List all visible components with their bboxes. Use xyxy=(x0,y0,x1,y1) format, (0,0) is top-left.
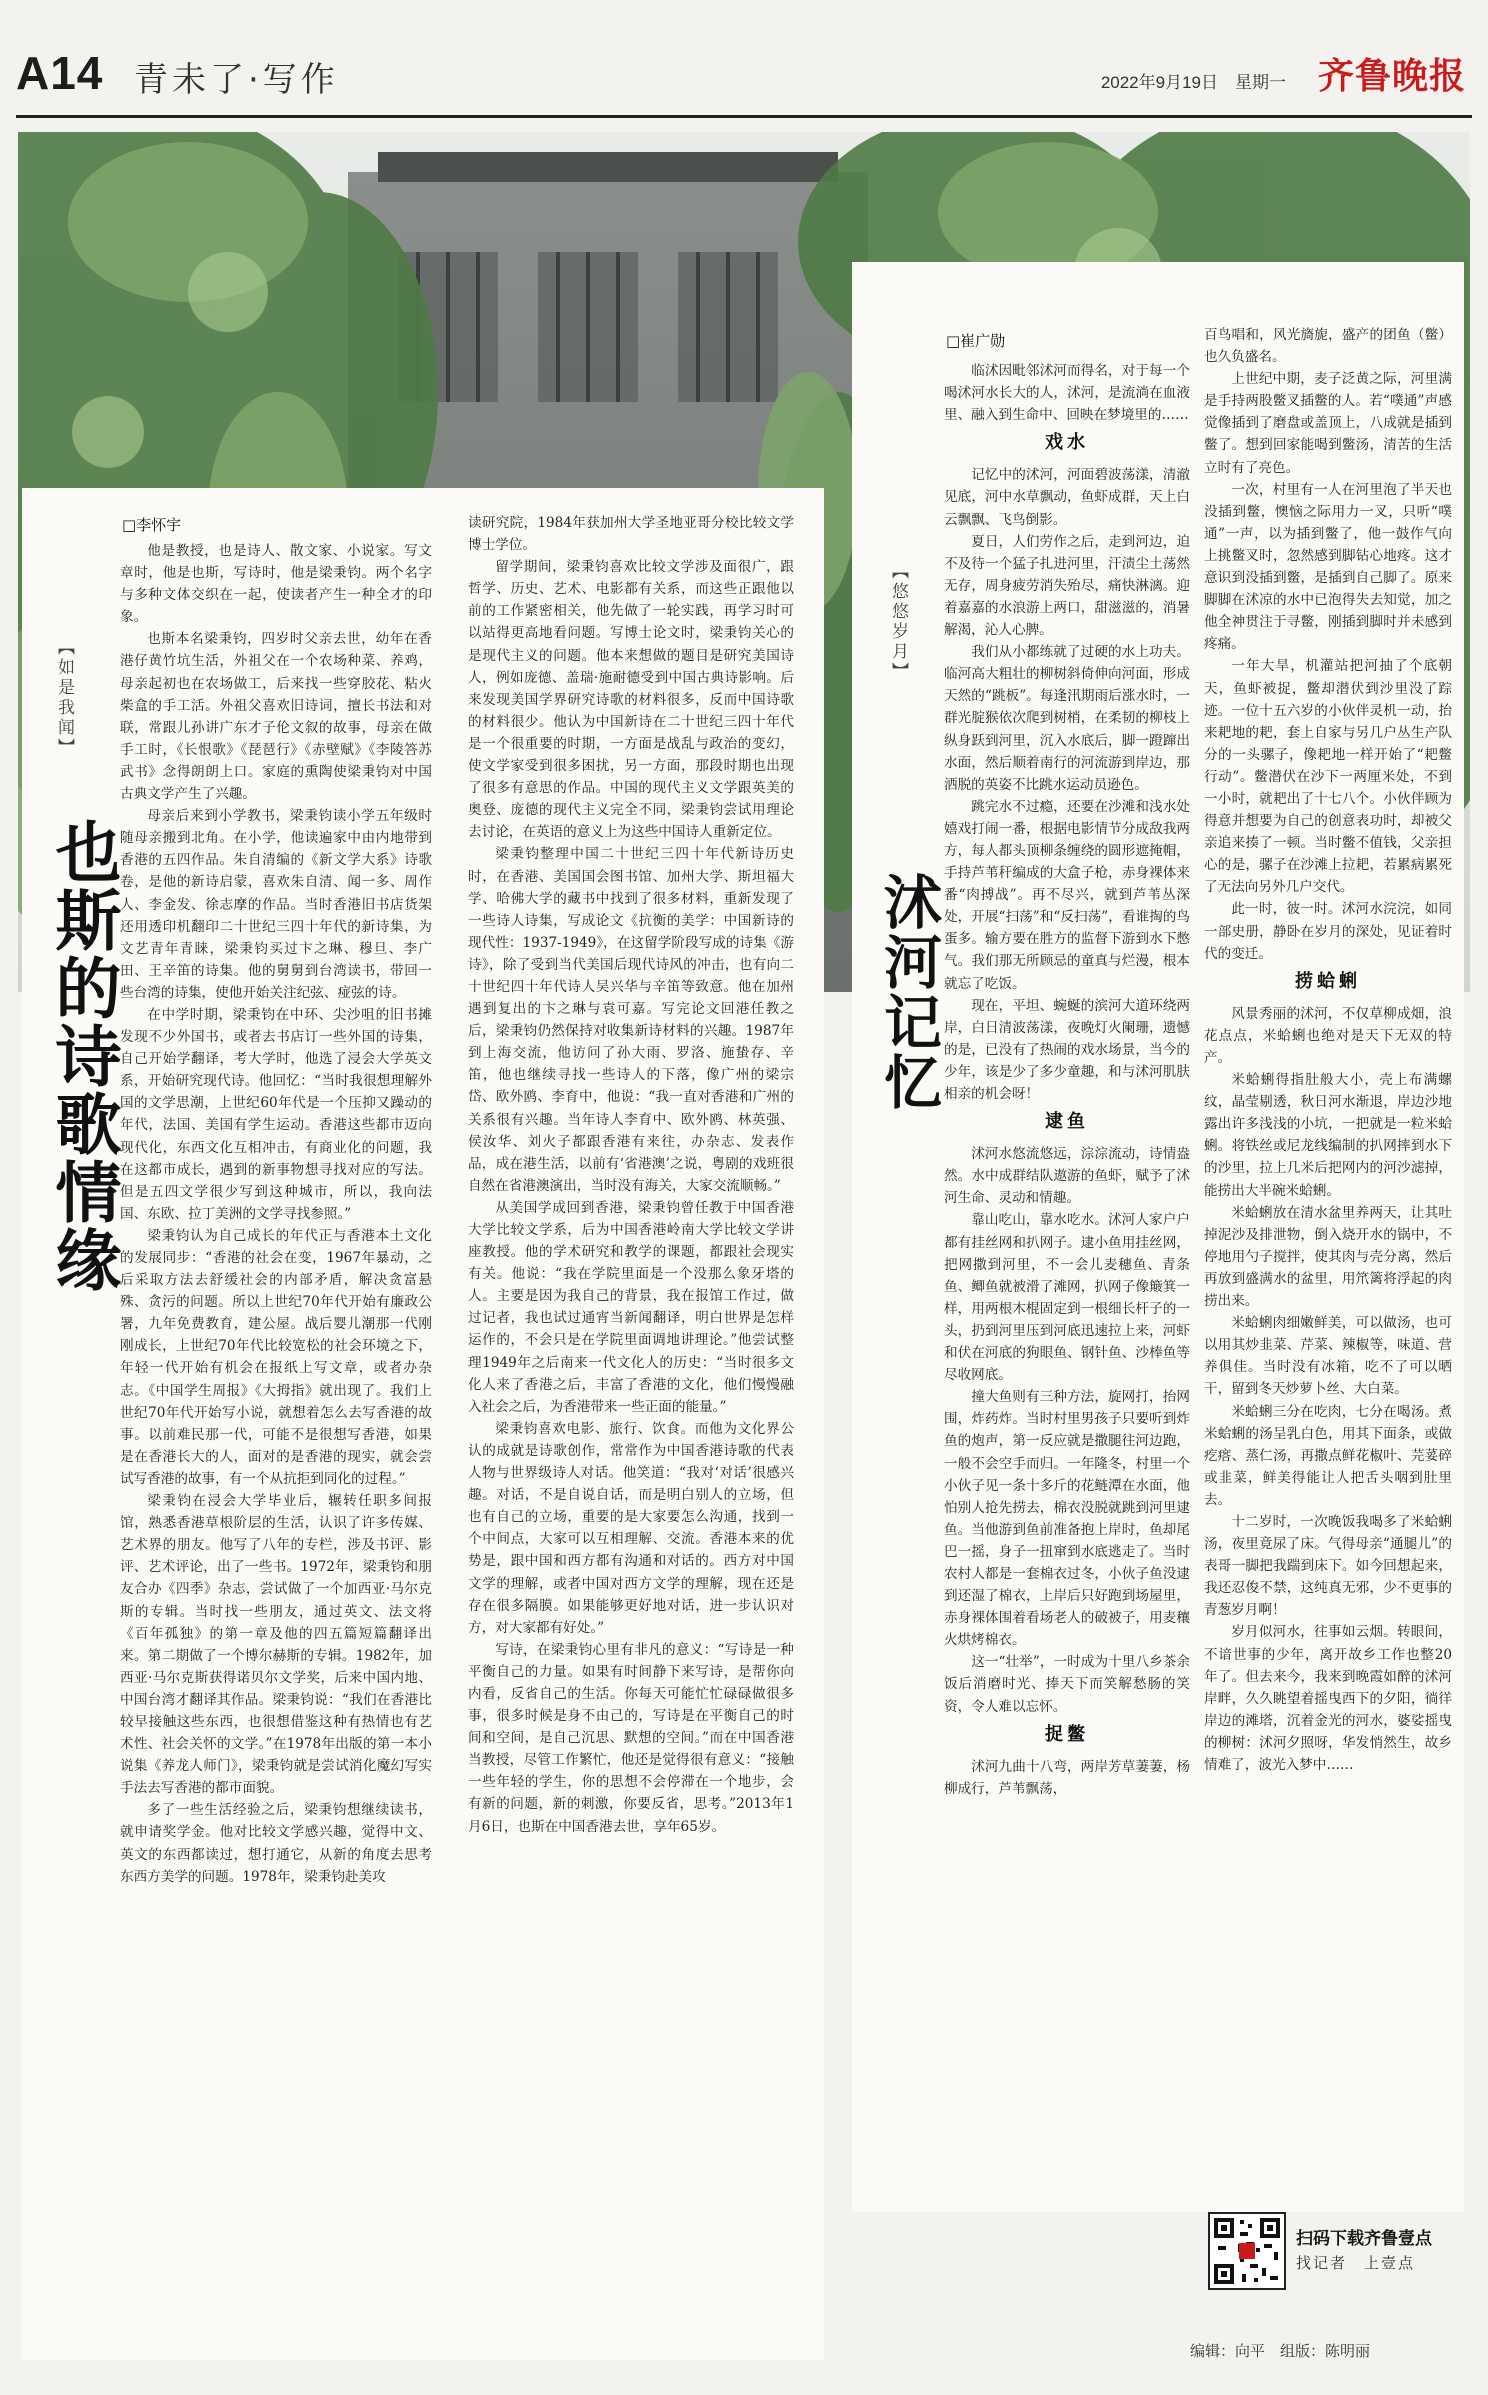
paragraph: 沭河九曲十八弯，两岸芳草萋萋，杨柳成行，芦苇飘荡， xyxy=(944,1758,1190,1797)
article-right xyxy=(852,262,1464,2212)
paragraph: 多了一些生活经验之后，梁秉钧想继续读书，就申请奖学金。他对比较文学感兴趣，觉得中文、英文的东西都读过，想打通它，从新的角度去思考东西方美学的问题。1978年，梁秉钧赴美攻 xyxy=(120,1802,432,1885)
section-subheading: 逮鱼 xyxy=(1045,1111,1089,1133)
article-column-2 xyxy=(468,512,794,2340)
paragraph: 靠山吃山，靠水吃水。沭河人家户户都有挂丝网和扒网子。逮小鱼用挂丝网，把网撒到河里，不一会儿麦穗鱼、青条鱼、鲫鱼就被滑了滩网，扒网子像簸箕一样，用两根木棍固定到一根细长杆子的一头，扔到河里压到河底迅速拉上来，河虾和伏在河底的狗眼鱼、钢针鱼、沙棒鱼等尽收网底。 xyxy=(944,1212,1190,1384)
issue-date: 2022年9月19日 星期一 xyxy=(1100,73,1286,92)
paragraph: 米蛤蜊放在清水盆里养两天，让其吐掉泥沙及排泄物，倒入烧开水的锅中，不停地用勺子搅拌，使其肉与壳分离，然后再放到盛满水的盆里，用笊篱将浮起的肉捞出来。 xyxy=(1204,1204,1452,1310)
paragraph: 夏日，人们劳作之后，走到河边，迫不及待一个猛子扎进河里，汗渍尘土荡然无存，周身疲劳消失殆尽，痛快淋漓。迎着嘉嘉的水浪游上两口，甜滋滋的，消暑解渴，沁人心脾。 xyxy=(944,533,1190,639)
paragraph: 母亲后来到小学教书，梁秉钧读小学五年级时随母亲搬到北角。在小学，他读遍家中由内地带到香港的五四作品。朱自清编的《新文学大系》诗歌卷，是他的新诗启蒙，喜欢朱自清、闻一多、周作人、李金发、徐志摩的作品。当时香港旧书店货架还用透印机翻印二十世纪三四十年代的新诗集，为文艺青年青睐，梁秉钧买过卞之琳、穆旦、李广田、王辛笛的诗集。他的舅舅到台湾读书，带回一些台湾的诗集，使他开始关注纪弦、痖弦的诗。 xyxy=(120,808,432,1001)
paragraph: 在中学时期，梁秉钧在中环、尖沙咀的旧书摊发现不少外国书，或者去书店订一些外国的诗集，自己开始学翻译，考大学时，他选了浸会大学英文系，开始研究现代诗。他回忆：“当时我很想理解外国的文学思潮，上世纪60年代是一个压抑又躁动的年代，法国、美国有学生运动。香港这些都市迈向现代化，东西文化互相冲击，有商业化的问题，我在这都市成长，遇到的新事物想寻找对应的写法。但是五四文学很少写到这种城市，所以，我向法国、东欧、拉丁美洲的文学寻找参照。” xyxy=(120,1006,432,1222)
qr-code-icon xyxy=(1210,2214,1284,2288)
page-number: A14 xyxy=(16,47,104,99)
paragraph: 上世纪中期，麦子泛黄之际，河里满是手持两股鳖叉插鳖的人。若“噗通”声感觉像插到了磨盘或盖顶上，八成就是插到鳖了。想到回家能喝到鳖汤，清苦的生活立时有了亮色。 xyxy=(1204,371,1452,476)
paragraph: 米蛤蜊三分在吃肉，七分在喝汤。煮米蛤蜊的汤呈乳白色，用其下面条，或做疙瘩、蒸仁汤，再撒点鲜花椒叶、芫荽碎或韭菜，鲜美得能让人把舌头咽到肚里去。 xyxy=(1204,1403,1452,1508)
column-label: 【如是我闻】 xyxy=(54,638,74,758)
section-subheading: 捉鳖 xyxy=(1045,1723,1089,1745)
paragraph: 写诗，在梁秉钧心里有非凡的意义：“写诗是一种平衡自己的力量。如果有时间静下来写诗，是帮你向内看，反省自己的生活。你每天可能忙忙碌碌做很多事，很多时候是身不由己的，写诗是在平衡自己的时间和空间，是自己沉思、默想的空间。”而在中国香港当教授，尽管工作繁忙，他还是觉得很有意义：“接触一些年轻的学生，你的思想不会停滞在一个地步，会有新的问题，新的刺激，你要反省，思考。”2013年1月6日，也斯在中国香港去世，享年65岁。 xyxy=(468,1641,794,1835)
paragraph: 也斯本名梁秉钧，四岁时父亲去世，幼年在香港仔黄竹坑生活，外祖父在一个农场种菜、养鸡，母亲起初也在农场做工，后来找一些穿胶花、粘火柴盒的手工活。外祖父喜欢旧诗词，擅长书法和对联，常跟儿孙讲广东才子伦文叙的故事，母亲在做手工时，《长恨歌》《琵琶行》《赤壁赋》《李陵答苏武书》念得朗朗上口。家庭的熏陶使梁秉钧对中国古典文学产生了兴趣。 xyxy=(120,631,432,803)
section-subheading: 捞蛤蜊 xyxy=(1295,970,1361,992)
paragraph: 现在，平坦、蜿蜒的滨河大道环绕两岸，白日清波荡漾，夜晚灯火阑珊，遗憾的是，已没有了热闹的戏水场景，当今的少年，该是少了多少童趣，和与沭河肌肤相亲的机会呀！ xyxy=(944,997,1190,1102)
paragraph: 风景秀丽的沭河，不仅草柳成畑，浪花点点，米蛤蜊也绝对是天下无双的特产。 xyxy=(1204,1005,1452,1066)
paragraph: 留学期间，梁秉钧喜欢比较文学涉及面很广，跟哲学、历史、艺术、电影都有关系，而这些正跟他以前的工作紧密相关，他先做了一轮实践，再学习时可以站得更高地看问题。写博士论文时，梁秉钧关心的是现代主义的问题。他本来想做的题目是研究美国诗人，例如庞德、盖瑞·施耐德受到中国古典诗影响。后来发现美国学界研究诗歌的材料很多，反而中国诗歌的材料很少。他认为中国新诗在二十世纪三四十年代是一个很重要的时期，一方面是战乱与政治的变幻，使文学家受到很多困扰，另一方面，那段时期也出现了很多有意思的作品。中国的现代主义文学跟英美的奥登、庞德的现代主义完全不同，梁秉钧尝试用理论去讨论，在英语的意义上为这些中国诗人重新定位。 xyxy=(468,559,794,841)
section-title: 青未了·写作 xyxy=(134,60,339,100)
paragraph: 梁秉钧认为自己成长的年代正与香港本土文化的发展同步：“香港的社会在变，1967年暴动，之后采取方法去舒缓社会的内部矛盾，解决贪富悬殊、贪污的问题。所以上世纪70年代开始有廉政公署，九年免费教育，建公屋。战后婴儿潮那一代刚刚成长，上世纪70年代比较宽松的社会环境之下，年轻一代开始有机会在报纸上写文章，或者办杂志。《中国学生周报》《大拇指》就出现了。我们上世纪70年代开始写小说，就想着怎么去写香港的故事。以前难民那一代，可能不是很想写香港，如果是在香港长大的人，面对的是香港的现实，就会尝试写香港的故事，有一个从抗拒到同化的过程。” xyxy=(120,1227,432,1487)
paragraph: 十二岁时，一次晚饭我喝多了米蛤蜊汤，夜里竟尿了床。气得母亲“通腿儿”的表哥一脚把我踹到床下。如今回想起来，我还忍俊不禁，这纯真无邪，少不更事的青葱岁月啊！ xyxy=(1204,1513,1452,1619)
author-byline: □李怀宇 xyxy=(122,516,182,534)
paragraph: 梁秉钧喜欢电影、旅行、饮食。而他为文化界公认的成就是诗歌创作，常常作为中国香港诗歌的代表人物与世界级诗人对话。他笑道：“我对‘对话’很感兴趣。对话，不是自说自话，而是明白别人的立场，但也有自己的立场，重要的是大家要怎么沟通，找到一个中间点，大家可以互相理解、交流。香港本来的优势是，跟中国和西方都有沟通和对话的。西方对中国文学的理解，或者中国对西方文学的理解，现在还是存在很多隔膜。如果能够更好地对话，进一步认识对方，对大家都有好处。” xyxy=(468,1420,794,1636)
masthead xyxy=(16,40,1472,118)
newspaper-logo: 齐鲁晚报 xyxy=(1317,55,1466,97)
paragraph: 记忆中的沭河，河面碧波荡漾，清澈见底，河中水草飘动，鱼虾成群，天上白云飘飘、飞鸟倒影。 xyxy=(944,467,1190,528)
paragraph: 此一时，彼一时。沭河水浣浣，如同一部史册，静卧在岁月的深处，见证着时代的变迁。 xyxy=(1204,901,1452,962)
paragraph: 撞大鱼则有三种方法，旋网打，抬网围，炸药炸。当时村里男孩子只要听到炸鱼的炮声，第一反应就是撒腿往河边跑，一般不会空手而归。一年隆冬，村里一个小伙子见一条十多斤的花鲢潭在水面，他怕别人抢先捞去，棉衣没脱就跳到河里逮鱼。当他游到鱼前准备抱上岸时，鱼却尾巴一摇，身子一扭窜到水底逃走了。当时农村人都是一套棉衣过冬，小伙子鱼没逮到还湿了棉衣，上岸后只好跑到场屋里，赤身裸体围着看场老人的破被子，用麦穰火烘烤棉衣。 xyxy=(944,1389,1190,1649)
qr-code[interactable] xyxy=(1208,2212,1286,2290)
article-column-1 xyxy=(120,540,432,2340)
paragraph: 一次，村里有一人在河里泡了半天也没插到鳖，懊恼之际用力一叉，只听“噗通”一声，以为插到鳖了，他一鼓作气向上挑鳖叉时，忽然感到脚钻心地疼。这才意识到没插到鳖，是插到自己脚了。原来脚脚在沭凉的水中已泡得失去知觉，加之他全神贯注于寻鳖，刚插到脚时并未感到疼痛。 xyxy=(1204,481,1452,653)
article-column-1 xyxy=(944,360,1190,2200)
article-left xyxy=(22,488,824,2360)
paragraph: 岁月似河水，往事如云烟。转眼间，不谙世事的少年，离开故乡工作也整20年了。但去来今，我来到晚霞如醉的沭河岸畔，久久眺望着摇曳西下的夕阳，徜徉岸边的滩塔，沉着金光的河水，婆娑摇曳的柳树：沭河夕照呀，华发悄然生，故乡情难了，波光入梦中…… xyxy=(1204,1624,1452,1773)
paragraph: 这一“壮举”，一时成为十里八乡茶余饭后消磨时光、捧天下而笑解愁肠的笑资，令人难以忘怀。 xyxy=(944,1654,1190,1715)
qr-caption: 扫码下载齐鲁壹点 xyxy=(1296,2229,1432,2249)
paragraph: 读研究院，1984年获加州大学圣地亚哥分校比较文学博士学位。 xyxy=(468,515,794,554)
paragraph: 梁秉钧在浸会大学毕业后，辗转任职多间报馆，熟悉香港草根阶层的生活，认识了许多传媒、艺术界的朋友。他写了八年的专栏，涉及书评、影评、艺术评论，出了一些书。1972年，梁秉钧和朋友合办《四季》杂志，尝试做了一个加西亚·马尔克斯的专辑。当时找一些朋友，通过英文、法文将《百年孤独》的第一章及他的四五篇短篇翻译出来。第二期做了一个博尔赫斯的专辑。1982年，加西亚·马尔克斯获得诺贝尔文学奖，后来中国内地、中国台湾才翻译其作品。梁秉钧说：“我们在香港比较早接触这些东西，也很想借鉴这种有热情也有艺术性、社会关怀的文学。”在1978年出版的第一本小说集《养龙人师门》，梁秉钧就是尝试消化魔幻写实手法去写香港的都市面貌。 xyxy=(120,1493,432,1797)
paragraph: 沭河水悠流悠远，淙淙流动，诗情盎然。水中成群结队遨游的鱼虾，赋予了沭河生命、灵动和情趣。 xyxy=(944,1146,1190,1207)
editor-credit: 编辑：向平 组版：陈明丽 xyxy=(1190,2342,1371,2360)
article-headline: 也斯的诗歌情缘 xyxy=(44,818,121,1294)
article-column-2 xyxy=(1204,324,1452,2144)
column-label: 【悠悠岁月】 xyxy=(888,562,908,682)
section-subheading: 戏水 xyxy=(1045,432,1089,454)
article-headline: 沭河记忆 xyxy=(874,872,942,1112)
paragraph: 他是教授，也是诗人、散文家、小说家。写文章时，他是也斯，写诗时，他是梁秉钧。两个名字与多种文体交织在一起，使读者产生一种全才的印象。 xyxy=(120,543,432,626)
paragraph: 梁秉钧整理中国二十世纪三四十年代新诗历史时，在香港、美国国会图书馆、加州大学、斯坦福大学、哈佛大学的藏书中找到了很多材料，重新发现了一些诗人诗集，写成论文《抗衡的美学：中国新诗的现代性：1937-1949》，在这留学阶段写成的诗集《游诗》，除了受到当代美国后现代诗风的冲击，也有向二十世纪四十年代诗人吴兴华与辛笛等致意。他在加州遇到复出的卞之琳与袁可嘉。写完论文回港任教之后，梁秉钧仍然保持对收集新诗材料的兴趣。1987年到上海交流，他访问了孙大雨、罗洛、施蛰存、辛笛，他也继续寻找一些诗人的下落，像广州的梁宗岱、欧外鸥、李育中，他说：“我一直对香港和广州的关系很有兴趣。当年诗人李育中、欧外鸥、林英强、侯汝华、刘火子都跟香港有来往，办杂志、发表作品，成在港生活，以前有‘省港澳’之说，粤剧的戏班很自然在省港澳演出，当时没有海关，大家交流顺畅。” xyxy=(468,846,794,1194)
paragraph: 百鸟唱和，风光旖旎，盛产的团鱼（鳖）也久负盛名。 xyxy=(1204,327,1452,366)
paragraph: 米蛤蜊肉细嫩鲜美，可以做汤，也可以用其炒韭菜、芹菜、辣椒等，味道、营养俱佳。当时没有冰箱，吃不了可以晒干，留到冬天炒萝卜丝、大白菜。 xyxy=(1204,1315,1452,1398)
paragraph: 我们从小都练就了过硬的水上功夫。临河高大粗壮的柳树斜倚伸向河面，形成天然的“跳板”。每逢汛期雨后涨水时，一群光腚猴依次爬到树梢，在柔韧的柳枝上纵身跃到河里，沉入水底后，脚一蹬蹿出水面，然后顺着南行的河流游到岸边，那洒脱的英姿不比跳水运动员逊色。 xyxy=(944,644,1190,793)
author-byline: □崔广勋 xyxy=(946,332,1006,350)
paragraph: 从美国学成回到香港，梁秉钧曾任教于中国香港大学比较文学系，后为中国香港岭南大学比较文学讲座教授。他的学术研究和教学的课题，都跟社会现实有关。他说：“我在学院里面是一个没那么象牙塔的人。主要是因为我自己的背景，我在报馆工作过，做过记者，我也试过通宵当新闻翻译，明白世界是怎样运作的，不会只是在学院里面调地讲理论。”他尝试整理1949年之后南来一代文化人的历史：“当时很多文化人来了香港之后，丰富了香港的文化，他们慢慢融入社会之后，为香港带来一些正面的能量。” xyxy=(468,1199,794,1415)
paragraph: 跳完水不过瘾，还要在沙滩和浅水处嬉戏打闹一番，根据电影情节分成敌我两方，每人都头顶柳条缠绕的圆形遮掩帽，手持芦苇秆编成的大盒子枪，赤身裸体来番“肉搏战”。再不尽兴，就到芦苇丛深处，开展“扫荡”和“反扫荡”，看谁掏的鸟蛋多。输方要在胜方的监督下游到水下憋气。我们那无所顾忌的童真与烂漫，根本就忘了吃饭。 xyxy=(944,798,1190,992)
paragraph: 一年大旱，机灌站把河抽了个底朝天，鱼虾被捉，鳖却潜伏到沙里没了踪迹。一位十五六岁的小伙伴灵机一动，抬来耙地的耙，套上自家与另几户丛生产队分的一头骡子，像耙地一样开始了“耙鳖行动”。鳖潜伏在沙下一两厘米处，不到一小时，就耙出了十七八个。小伙伴顾为得意并想要为自己的创意表功时，却被父亲追来揍了一顿。当时鳖不值钱，父亲担心的是，骡子在沙滩上拉耙，若累病累死了无法向另外几户交代。 xyxy=(1204,658,1452,896)
paragraph: 临沭因毗邻沭河而得名，对于每一个喝沭河水长大的人，沭河，是流淌在血液里、融入到生命中、回映在梦境里的…… xyxy=(944,363,1190,424)
qr-subcaption: 找记者 上壹点 xyxy=(1296,2254,1416,2272)
paragraph: 米蛤蜊得指肚般大小，壳上布满螺纹，晶莹剔透，秋日河水渐退，岸边沙地露出许多浅浅的小坑，一把就是一粒米蛤蜊。将铁丝或尼龙线编制的扒网摔到水下的沙里，拉上几米后把网内的河沙滤掉，能捞出大半碗米蛤蜊。 xyxy=(1204,1072,1452,1199)
